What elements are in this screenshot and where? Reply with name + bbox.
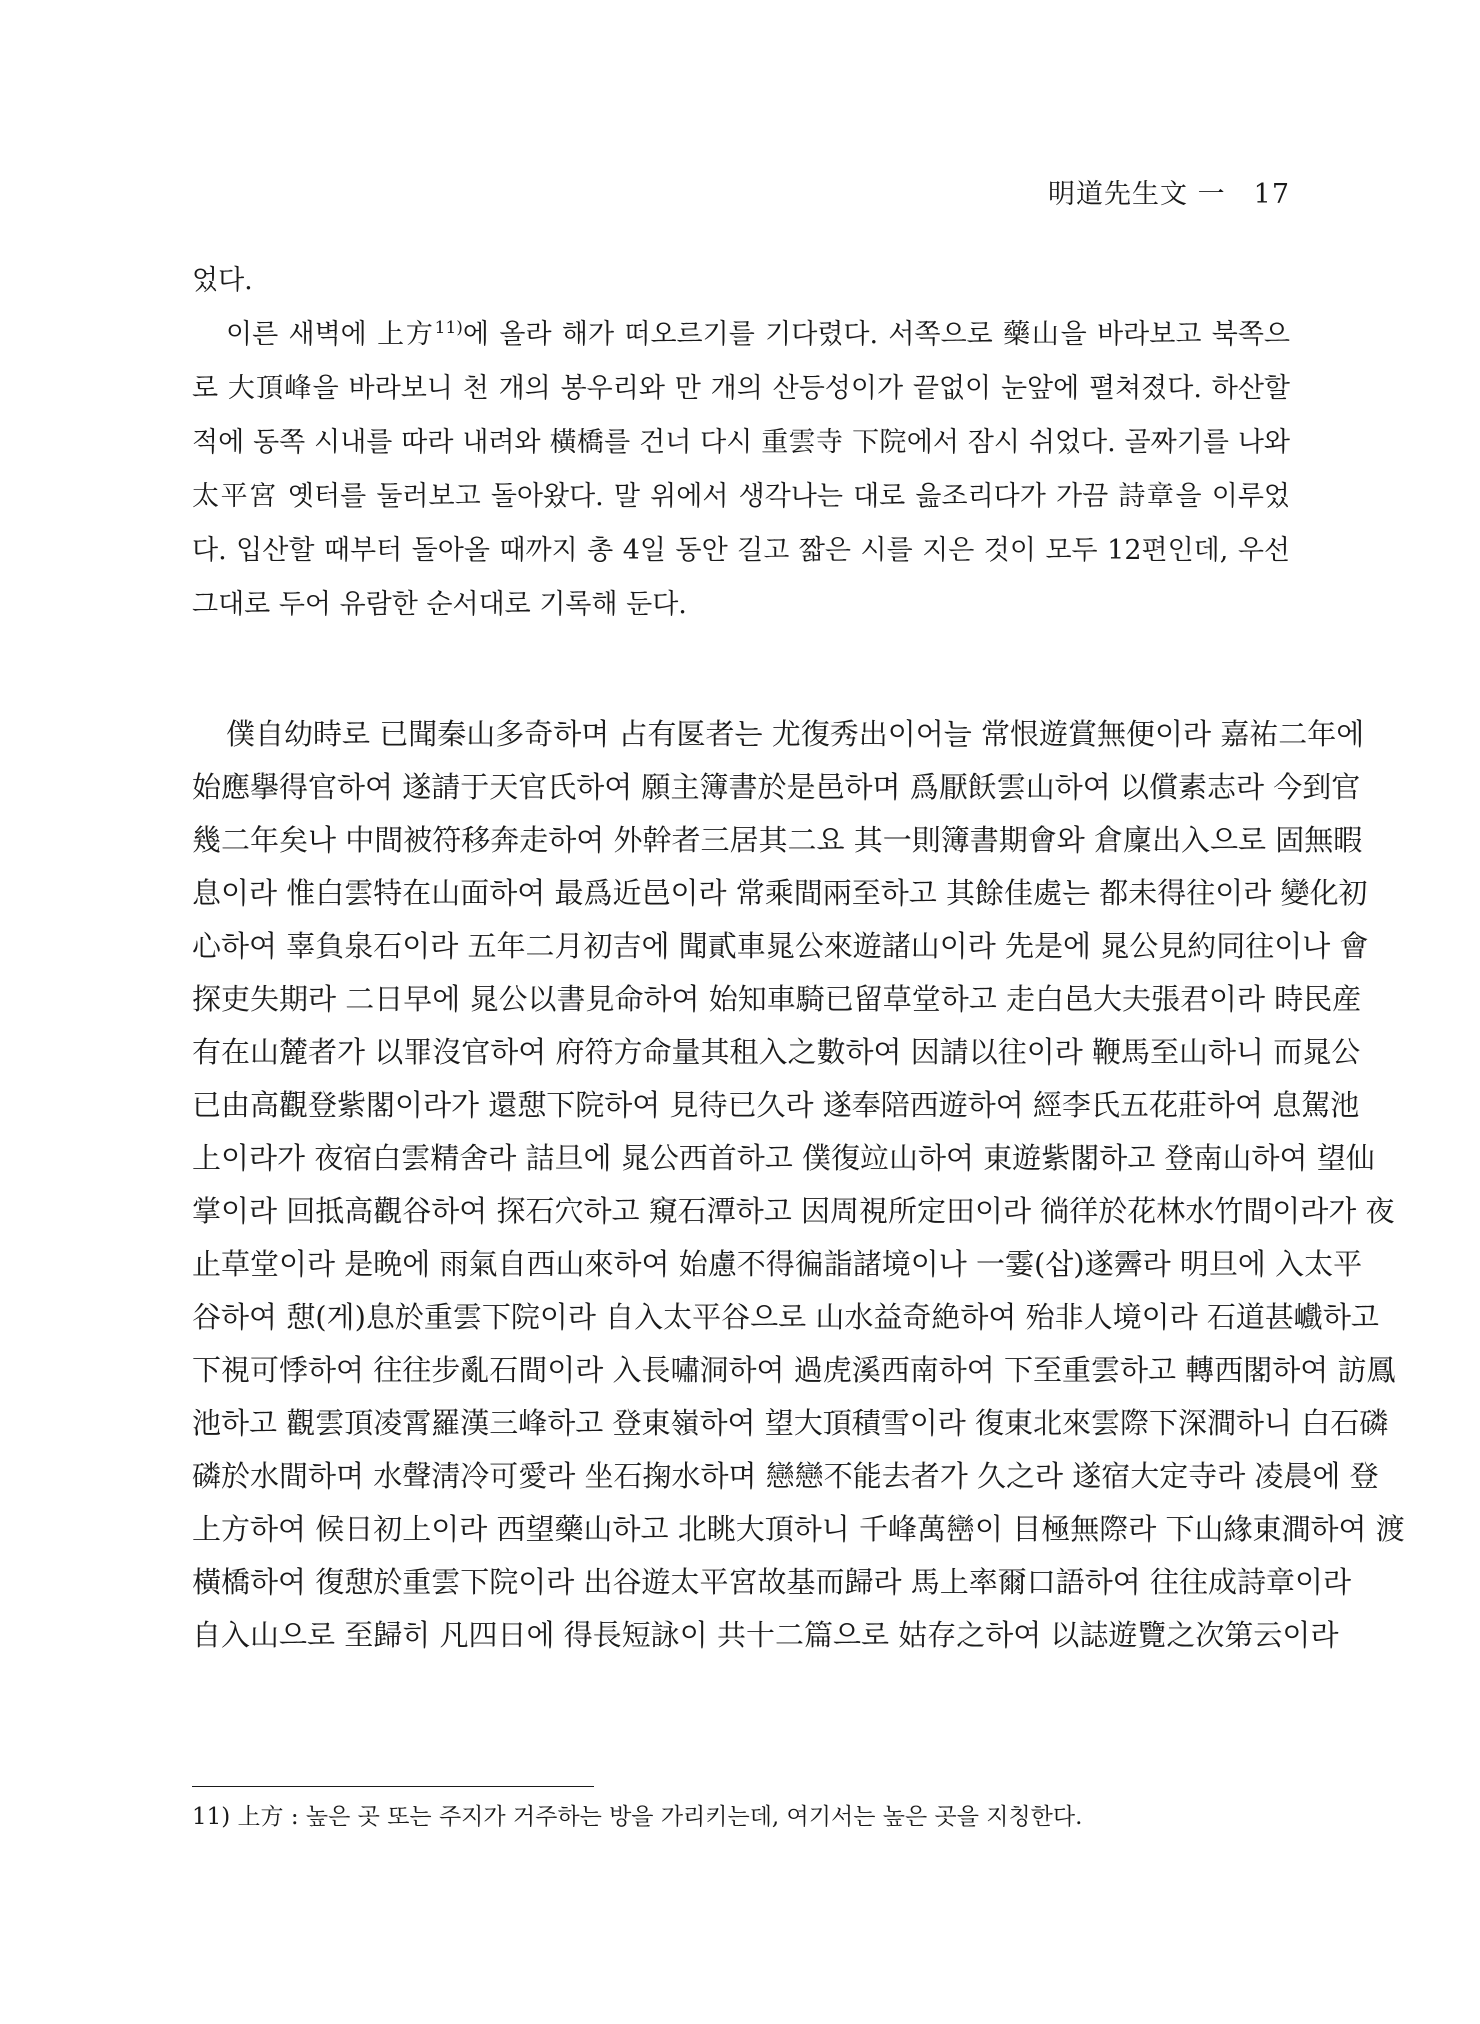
- hanmun-line: 僕自幼時로 已聞秦山多奇하며 占有匽者는 尤復秀出이어늘 常恨遊賞無便이라 嘉祐二年에: [226, 717, 1365, 751]
- hanmun-line: 下視可悸하여 往往步亂石間이라 入長嘯洞하여 過虎溪西南하여 下至重雲하고 轉西閣하여 訪鳳: [192, 1353, 1396, 1387]
- hanmun-line: 止草堂이라 是晩에 雨氣自西山來하여 始慮不得徧詣諸境이나 一霎(삽)遂霽라 明旦에 入太平: [192, 1247, 1363, 1281]
- hanmun-line: 始應擧得官하여 遂請于天官氏하여 願主簿書於是邑하며 爲厭飫雲山하여 以償素志라 今到官: [192, 770, 1361, 804]
- hanmun-line: 上方하여 候日初上이라 西望藥山하고 北眺大頂하니 千峰萬巒이 目極無際라 下山緣東澗하여 渡: [192, 1512, 1405, 1546]
- hanmun-line: 息이라 惟白雲特在山面하여 最爲近邑이라 常乘間兩至하고 其餘佳處는 都未得往이라 變化初: [192, 876, 1368, 910]
- hanmun-line: 自入山으로 至歸히 凡四日에 得長短詠이 共十二篇으로 姑存之하여 以誌遊覽之次第云이라: [192, 1618, 1339, 1652]
- hanmun-line: 幾二年矣나 中間被符移奔走하여 外幹者三居其二요 其一則簿書期會와 倉廩出入으로 固無暇: [192, 823, 1363, 857]
- hanmun-line: 探吏失期라 二日早에 晁公以書見命하여 始知車騎已留草堂하고 走白邑大夫張君이라 時民産: [192, 982, 1362, 1016]
- footnote: 11) 上方 : 높은 곳 또는 주지가 거주하는 방을 가리키는데, 여기서는 높은 곳을 지칭한다.: [192, 1804, 1083, 1830]
- hanmun-line: 掌이라 回抵高觀谷하여 探石穴하고 窺石潭하고 因周視所定田이라 徜徉於花林水竹間이라가 夜: [192, 1194, 1395, 1228]
- hanmun-line: 已由高觀登紫閣이라가 還憇下院하여 見待已久라 遂奉陪西遊하여 經李氏五花莊하여 息駕池: [192, 1088, 1360, 1122]
- hanmun-original-text: [192, 708, 1405, 1662]
- translation-paragraph-1: 었다.: [192, 265, 253, 296]
- hanmun-line: 橫橋하여 復憇於重雲下院이라 出谷遊太平宮故基而歸라 馬上率爾口語하여 往往成詩章이라: [192, 1565, 1352, 1599]
- footnote-reference: 11): [434, 318, 463, 338]
- hanmun-line: 池하고 觀雲頂凌霄羅漢三峰하고 登東嶺하여 望大頂積雪이라 復東北來雲際下深澗하니 白石磷: [192, 1406, 1389, 1440]
- translation-paragraph-2: [192, 308, 1290, 632]
- hanmun-line: 有在山麓者가 以罪沒官하여 府符方命量其租入之數하여 因請以往이라 鞭馬至山하니 而晁公: [192, 1035, 1361, 1069]
- hanmun-line: 磷於水間하며 水聲淸冷可愛라 坐石掬水하며 戀戀不能去者가 久之라 遂宿大定寺라 凌晨에 登: [192, 1459, 1379, 1493]
- translation-text-after-note: 에 올라 해가 떠오르기를 기다렸다. 서쪽으로 藥山을 바라보고 북쪽으로 大頂峰을 바라보니 천 개의 봉우리와 만 개의 산등성이가 끝없이 눈앞에 펼쳐졌다. 하산할 적에 동쪽 시내를 따라 내려와 橫橋를 건너 다시 重雲寺 下院에서 잠시 쉬었다. 골짜기를 나와 太平宮 옛터를 둘러보고 돌아왔다. 말 위에서 생각나는 대로 읊조리다가 가끔 詩章을 이루었다. 입산할 때부터 돌아올 때까지 총 4일 동안 길고 짧은 시를 지은 것이 모두 12편인데, 우선 그대로 두어 유람한 순서대로 기록해 둔다.: [192, 319, 1290, 620]
- footnote-divider: [192, 1786, 594, 1787]
- hanmun-line: 心하여 辜負泉石이라 五年二月初吉에 聞貳車晁公來遊諸山이라 先是에 晁公見約同往이나 會: [192, 929, 1369, 963]
- page-number: 17: [1253, 179, 1290, 210]
- korean-translation: [192, 254, 1290, 632]
- running-header: [1048, 172, 1290, 211]
- translation-text-before-note: 이른 새벽에 上方: [226, 319, 435, 350]
- hanmun-line: 上이라가 夜宿白雲精舍라 詰旦에 晁公西首하고 僕復竝山하여 東遊紫閣하고 登南山하여 望仙: [192, 1141, 1375, 1175]
- running-title: 明道先生文 一: [1048, 179, 1226, 210]
- hanmun-line: 谷하여 憇(게)息於重雲下院이라 自入太平谷으로 山水益奇絶하여 殆非人境이라 石道甚巇하고: [192, 1300, 1379, 1334]
